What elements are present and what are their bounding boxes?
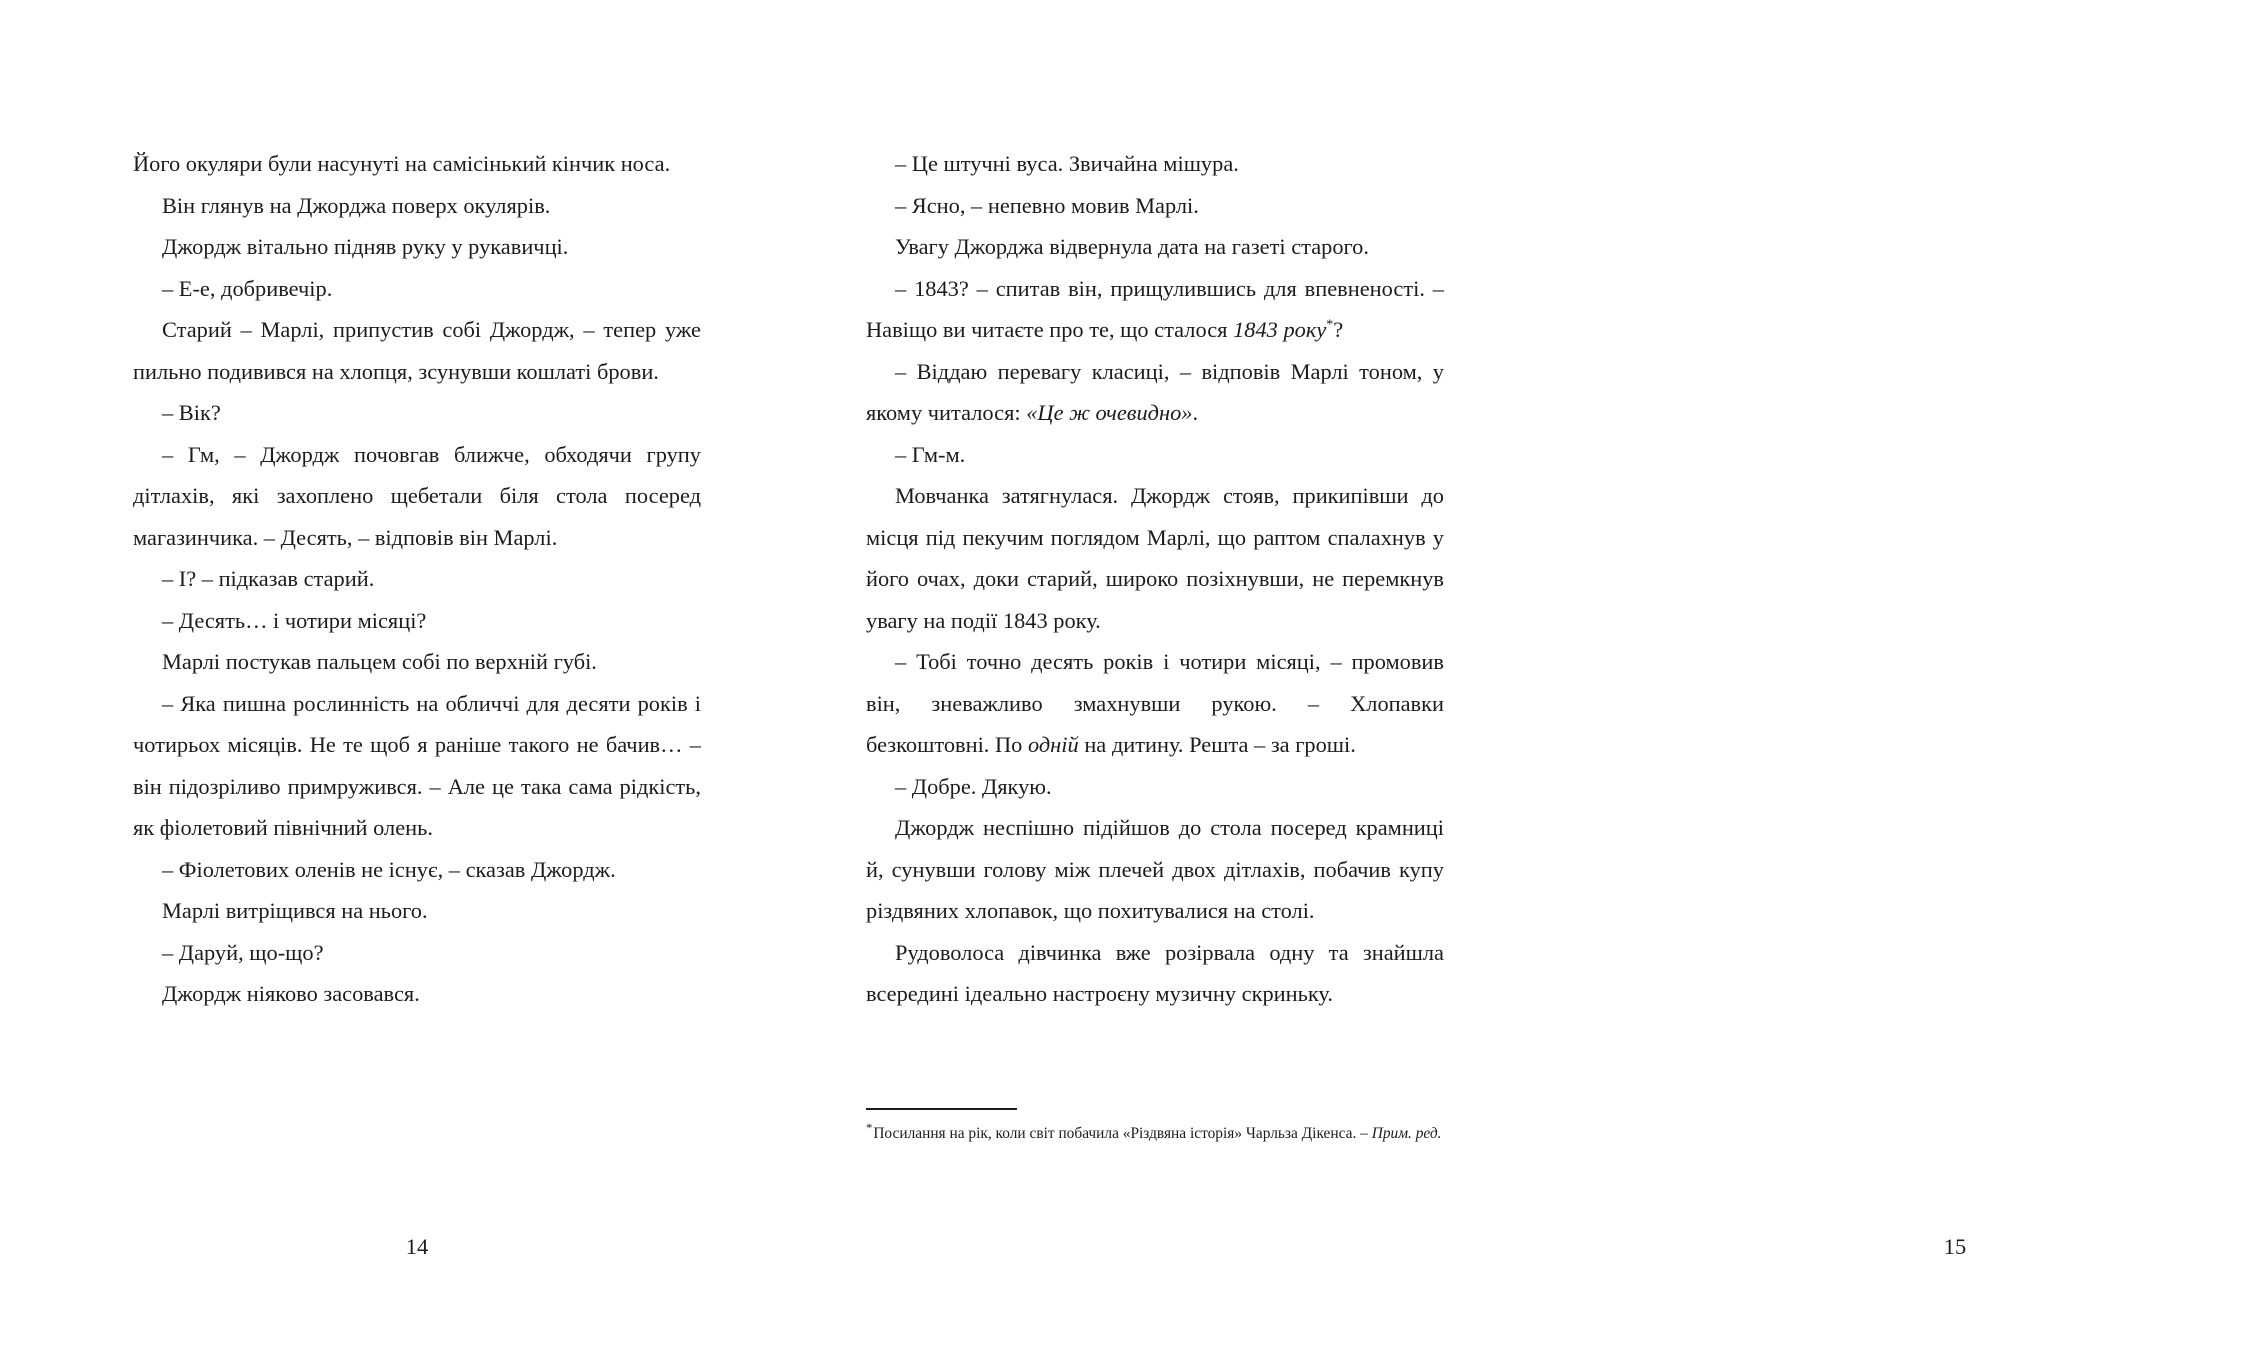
page-number-right: 15 [1943, 1234, 1967, 1259]
paragraph: – Десять… і чотири місяці? [162, 607, 427, 633]
paragraph: – Це штучні вуса. Звичайна мішура. [895, 151, 1239, 176]
page-right [800, 0, 1967, 1366]
paragraph: – Ясно, – непевно мовив Марлі. [895, 192, 1199, 218]
paragraph: – 1843? – спитав він, прищулившись для впевненості. – Навіщо ви читаєте про те, що сталося 1843 року*? [866, 275, 1444, 342]
left-column-text [133, 143, 701, 1015]
paragraph: Джордж неспішно підійшов до стола посеред крамниці й, сунувши голову між плечей двох дітлахів, побачив купу різдвяних хлопавок, що похитувалися на столі. [866, 815, 1444, 923]
footnote-marker[interactable]: * [1326, 317, 1334, 333]
page-left [0, 0, 800, 1366]
italic-run: 1843 року [1233, 317, 1327, 342]
paragraph: Мовчанка затягнулася. Джордж стояв, прикипівши до місця під пекучим поглядом Марлі, що раптом спалахнув у його очах, доки старий, широко позіхнувши, не перемкнув увагу на події 1843 року. [866, 483, 1444, 633]
paragraph: Марлі постукав пальцем собі по верхній губі. [162, 649, 597, 674]
paragraph: – Гм, – Джордж почовгав ближче, обходячи групу дітлахів, які захоплено щебетали біля стола посеред магазинчика. – Десять, – відповів він Марлі. [133, 441, 701, 550]
paragraph: – Добре. Дякую. [895, 773, 1052, 799]
paragraph: – Віддаю перевагу класиці, – відповів Марлі тоном, у якому читалося: «Це ж очевидно». [866, 358, 1444, 425]
paragraph: – Е-е, добривечір. [162, 275, 333, 301]
footnote-star-marker: * [866, 1120, 873, 1135]
italic-run: «Це ж очевидно» [1026, 400, 1193, 425]
paragraph: Його окуляри були насунуті на самісінький кінчик носа. [133, 151, 671, 176]
paragraph: Старий – Марлі, припустив собі Джордж, – тепер уже пильно подивився на хлопця, зсунувши кошлаті брови. [133, 317, 701, 384]
paragraph: – І? – підказав старий. [162, 566, 375, 591]
footnote-paragraph: *Посилання на рік, коли світ побачила «Різдвяна історія» Чарльза Дікенса. – Прим. ред. [866, 1120, 1442, 1142]
footnote-separator-rule [866, 1108, 1017, 1110]
paragraph: Він глянув на Джорджа поверх окулярів. [162, 192, 551, 218]
footnote-block [866, 1108, 1444, 1147]
paragraph: – Гм-м. [895, 441, 966, 467]
footnote-text [866, 1122, 1444, 1147]
paragraph: Рудоволоса дівчинка вже розірвала одну та знайшла всередині ідеально настроєну музичну скриньку. [866, 939, 1444, 1006]
paragraph: Джордж вітально підняв руку у рукавичці. [162, 234, 569, 259]
italic-run: одній [1027, 732, 1079, 757]
paragraph: – Тобі точно десять років і чотири місяці, – промовив він, зневажливо змахнувши рукою. – Хлопавки безкоштовні. По одній на дитину. Решта – за гроші. [866, 649, 1444, 757]
italic-run: Прим. ред. [1371, 1125, 1442, 1142]
right-column-text [866, 143, 1444, 1015]
paragraph: Увагу Джорджа відвернула дата на газеті старого. [895, 234, 1369, 259]
paragraph: Джордж ніяково засовався. [162, 981, 420, 1006]
paragraph: – Вік? [162, 400, 221, 425]
paragraph: Марлі витріщився на нього. [162, 898, 428, 923]
page-number-left: 14 [405, 1234, 429, 1259]
paragraph: – Даруй, що-що? [162, 939, 324, 965]
paragraph: – Яка пишна рослинність на обличчі для десяти років і чотирьох місяців. Не те щоб я раніше такого не бачив… – він підозріливо примружився. – Але це така сама рідкість, як фіолетовий північний олень. [133, 690, 701, 840]
paragraph: – Фіолетових оленів не існує, – сказав Джордж. [162, 856, 616, 882]
